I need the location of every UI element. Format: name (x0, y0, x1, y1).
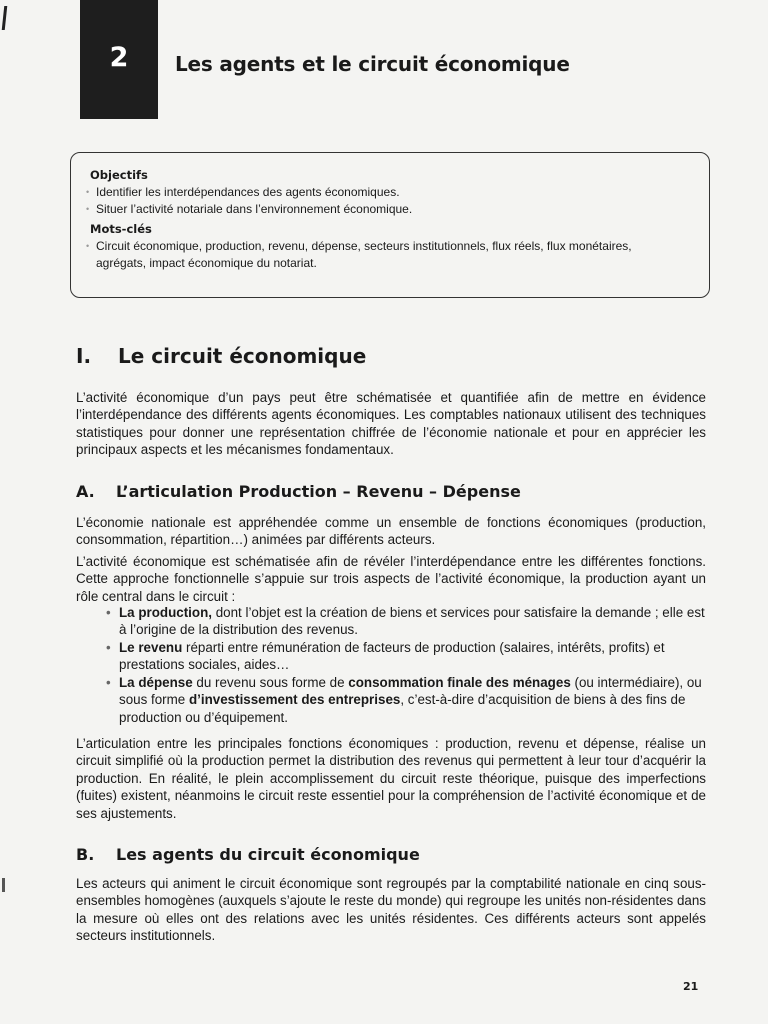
section-a-paragraph-2: L’activité économique est schématisée afin de révéler l’interdépendance entre les différentes fonctions. Cette approche fonctionnelle s’appuie sur trois aspects de l’activité économique, la production ayant un rôle central dans le circuit : (76, 554, 706, 604)
section-a-paragraph-3: L’articulation entre les principales fonctions économiques : production, revenu et dépense, réalise un circuit simplifié où la production permet la distribution des revenus qui permettent à leur tour d’acquérir la production. En réalité, le plein accomplissement du circuit reste théorique, puisque des imperfections (fuites) existent, néanmoins le circuit reste essentiel pour la compréhension de l’activité économique et de ses ajustements. (76, 736, 706, 821)
keywords-label: Mots-clés (90, 222, 152, 236)
bullet-bold: La dépense (119, 675, 193, 690)
bullet-text: réparti entre rémunération de facteurs de production (salaires, intérêts, profits) et prestations sociales, aides… (119, 640, 665, 673)
section-title: L’articulation Production – Revenu – Dépense (116, 482, 521, 501)
objectives-box (70, 152, 710, 298)
objective-item: • Identifier les interdépendances des agents économiques. (90, 184, 709, 201)
section-heading-b (76, 845, 420, 864)
page-number: 21 (683, 980, 699, 993)
margin-mark (2, 6, 8, 30)
section-heading-1 (76, 344, 366, 368)
bullet-depense: • La dépense du revenu sous forme de consommation finale des ménages (ou intermédiaire), ou sous forme d’investissement des entreprises, c’est-à-dire d’acquisition de biens à des fins de production ou d’équipement. (106, 675, 702, 725)
bullet-revenu: • Le revenu réparti entre rémunération de facteurs de production (salaires, intérêts, profits) et prestations sociales, aides… (106, 640, 665, 673)
chapter-number: 2 (109, 42, 129, 73)
objective-item: • Situer l’activité notariale dans l’environnement économique. (90, 201, 709, 218)
section-b-paragraph-1: Les acteurs qui animent le circuit économique sont regroupés par la comptabilité nationale en cinq sous-ensembles homogènes (auxquels s’ajoute le reste du monde) qui regroupe les unités non-résidentes dans la mesure où elles ont des relations avec les unités résidentes. Ces différents acteurs sont appelés secteurs institutionnels. (76, 876, 706, 944)
bullet-text: (ou intermédiaire), ou sous forme (119, 675, 702, 708)
bullet-bold: Le revenu (119, 640, 183, 655)
objectives-label: Objectifs (90, 168, 148, 182)
chapter-title: Les agents et le circuit économique (175, 52, 570, 76)
section-title: Le circuit économique (118, 344, 367, 368)
bullet-bold: d’investissement des entreprises (188, 692, 401, 708)
keywords-line: • Circuit économique, production, revenu, dépense, secteurs institutionnels, flux réels, flux monétaires, (90, 238, 709, 255)
section-heading-a (76, 482, 521, 501)
section-1-intro: L’activité économique d’un pays peut être schématisée et quantifiée afin de mettre en évidence l’interdépendance des différents agents économiques. Les comptables nationaux utilisent des techniques statistiques pour donner une représentation chiffrée de l’économie nationale et pour en apprécier les principaux aspects et les mécanismes fondamentaux. (76, 390, 706, 458)
bullet-text: du revenu sous forme de (192, 675, 349, 690)
chapter-number-box (80, 0, 158, 119)
section-number: B. (76, 845, 95, 864)
bullet-text: dont l’objet est la création de biens et services pour satisfaire la demande ; elle est à l’origine de la distribution des revenus. (119, 605, 705, 638)
margin-mark-lower (2, 878, 5, 892)
bullet-bold: consommation finale des ménages (348, 675, 571, 690)
bullet-bold: La production, (119, 605, 212, 620)
section-a-paragraph-1: L’économie nationale est appréhendée comme un ensemble de fonctions économiques (production, consommation, répartition…) animées par différents acteurs. (76, 515, 706, 548)
section-number: I. (76, 344, 92, 368)
section-title: Les agents du circuit économique (116, 845, 420, 864)
bullet-text: , c’est-à-dire d’acquisition de biens à des fins de production ou d’équipement. (119, 692, 686, 725)
bullet-production: • La production, dont l’objet est la création de biens et services pour satisfaire la demande ; elle est à l’origine de la distribution des revenus. (106, 605, 705, 638)
keywords-line: agrégats, impact économique du notariat. (96, 256, 317, 270)
section-number: A. (76, 482, 95, 501)
